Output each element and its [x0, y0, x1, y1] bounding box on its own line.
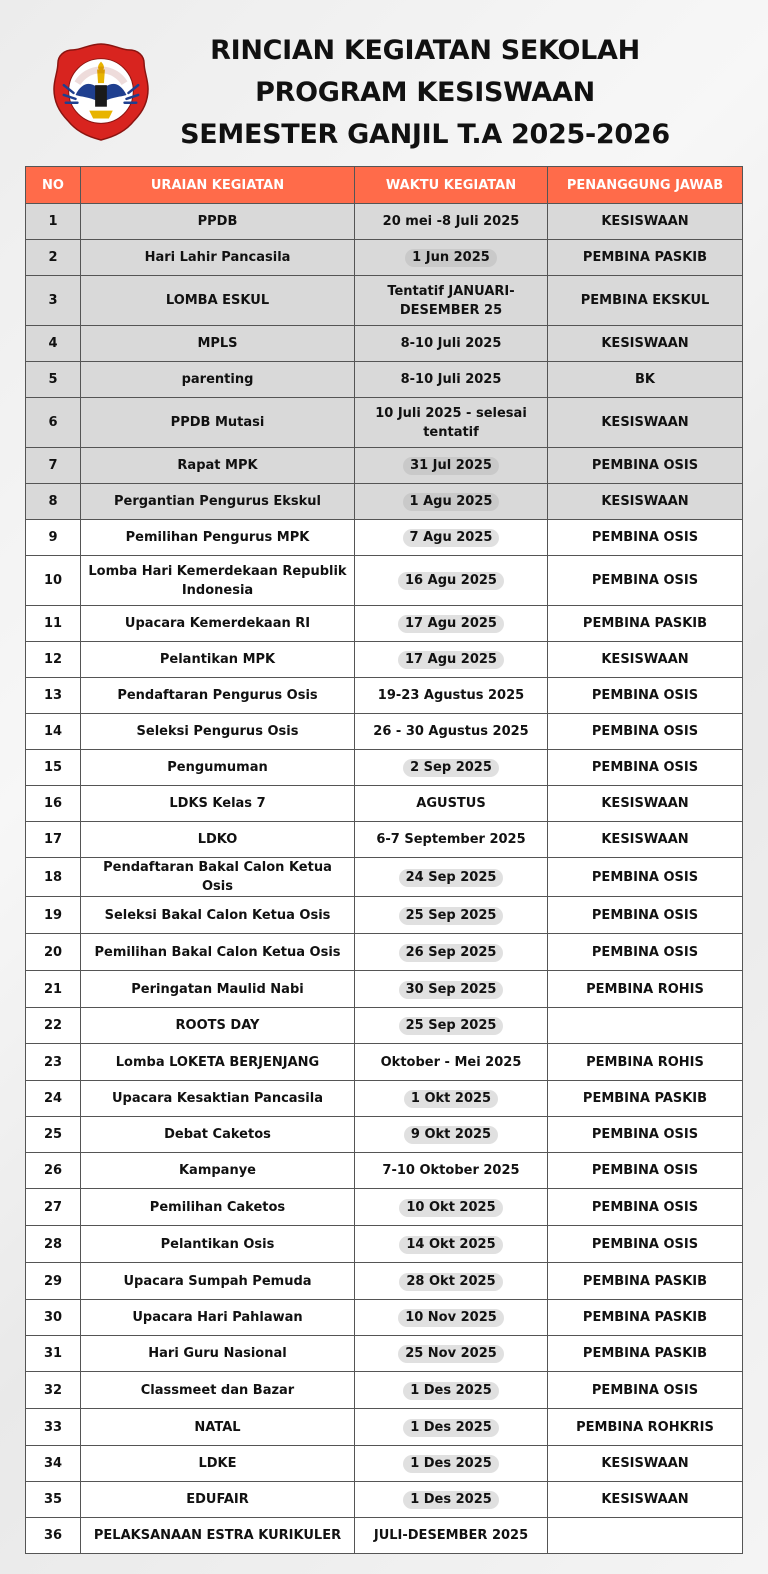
row-uraian-kegiatan: ROOTS DAY	[81, 1008, 355, 1044]
row-waktu-kegiatan: 8-10 Juli 2025	[355, 362, 548, 398]
row-no: 20	[26, 934, 81, 971]
row-uraian-kegiatan: Pelantikan MPK	[81, 642, 355, 678]
row-uraian-kegiatan: PPDB	[81, 204, 355, 240]
table-row	[26, 1189, 743, 1226]
row-waktu-kegiatan	[355, 1226, 548, 1263]
date-chip: 24 Sep 2025	[399, 869, 504, 887]
row-uraian-kegiatan: Pergantian Pengurus Ekskul	[81, 484, 355, 520]
table-row	[26, 606, 743, 642]
row-waktu-kegiatan: Tentatif JANUARI-DESEMBER 25	[355, 276, 548, 326]
table-row	[26, 1153, 743, 1189]
header-uraian-kegiatan: URAIAN KEGIATAN	[81, 167, 355, 204]
table-row	[26, 448, 743, 484]
date-chip: 1 Okt 2025	[404, 1090, 498, 1108]
table-row	[26, 276, 743, 326]
row-waktu-kegiatan	[355, 1409, 548, 1446]
row-waktu-kegiatan	[355, 934, 548, 971]
table-row	[26, 484, 743, 520]
header-waktu-kegiatan: WAKTU KEGIATAN	[355, 167, 548, 204]
table-row	[26, 1226, 743, 1263]
row-no: 3	[26, 276, 81, 326]
row-waktu-kegiatan	[355, 1372, 548, 1409]
table-row	[26, 897, 743, 934]
row-penanggung-jawab: KESISWAAN	[548, 822, 743, 858]
row-waktu-kegiatan	[355, 1117, 548, 1153]
row-no: 13	[26, 678, 81, 714]
row-penanggung-jawab: PEMBINA OSIS	[548, 858, 743, 897]
row-waktu-kegiatan	[355, 1482, 548, 1518]
row-uraian-kegiatan: Pelantikan Osis	[81, 1226, 355, 1263]
table-row	[26, 556, 743, 606]
row-waktu-kegiatan	[355, 484, 548, 520]
row-penanggung-jawab: KESISWAAN	[548, 204, 743, 240]
row-waktu-kegiatan	[355, 1081, 548, 1117]
table-row	[26, 240, 743, 276]
row-waktu-kegiatan	[355, 240, 548, 276]
row-waktu-kegiatan	[355, 858, 548, 897]
row-uraian-kegiatan: Upacara Sumpah Pemuda	[81, 1263, 355, 1300]
date-chip: 7 Agu 2025	[403, 529, 500, 547]
row-no: 23	[26, 1044, 81, 1081]
row-no: 30	[26, 1300, 81, 1336]
row-no: 26	[26, 1153, 81, 1189]
row-uraian-kegiatan: Pemilihan Bakal Calon Ketua Osis	[81, 934, 355, 971]
date-chip: 10 Nov 2025	[398, 1309, 504, 1327]
row-waktu-kegiatan	[355, 750, 548, 786]
row-penanggung-jawab: KESISWAAN	[548, 484, 743, 520]
row-no: 25	[26, 1117, 81, 1153]
row-no: 4	[26, 326, 81, 362]
row-uraian-kegiatan: Pemilihan Caketos	[81, 1189, 355, 1226]
row-penanggung-jawab: PEMBINA OSIS	[548, 678, 743, 714]
row-no: 6	[26, 398, 81, 448]
row-waktu-kegiatan	[355, 448, 548, 484]
table-row	[26, 1300, 743, 1336]
row-uraian-kegiatan: PPDB Mutasi	[81, 398, 355, 448]
row-uraian-kegiatan: Pemilihan Pengurus MPK	[81, 520, 355, 556]
row-penanggung-jawab: PEMBINA OSIS	[548, 556, 743, 606]
row-waktu-kegiatan: AGUSTUS	[355, 786, 548, 822]
row-waktu-kegiatan	[355, 1008, 548, 1044]
table-row	[26, 642, 743, 678]
row-penanggung-jawab: PEMBINA OSIS	[548, 897, 743, 934]
row-penanggung-jawab: PEMBINA OSIS	[548, 448, 743, 484]
row-uraian-kegiatan: LOMBA ESKUL	[81, 276, 355, 326]
tut-wuri-handayani-emblem-icon	[52, 40, 150, 144]
row-no: 35	[26, 1482, 81, 1518]
table-row	[26, 398, 743, 448]
row-penanggung-jawab: PEMBINA OSIS	[548, 520, 743, 556]
row-penanggung-jawab: PEMBINA OSIS	[548, 1153, 743, 1189]
row-penanggung-jawab: PEMBINA OSIS	[548, 1189, 743, 1226]
row-waktu-kegiatan	[355, 606, 548, 642]
row-waktu-kegiatan: Oktober - Mei 2025	[355, 1044, 548, 1081]
row-waktu-kegiatan	[355, 971, 548, 1008]
title-line-3: SEMESTER GANJIL T.A 2025-2026	[180, 119, 670, 150]
schedule-table	[25, 166, 743, 1554]
row-uraian-kegiatan: Upacara Kemerdekaan RI	[81, 606, 355, 642]
row-penanggung-jawab: KESISWAAN	[548, 1446, 743, 1482]
row-uraian-kegiatan: Lomba Hari Kemerdekaan Republik Indonesia	[81, 556, 355, 606]
row-penanggung-jawab: PEMBINA PASKIB	[548, 240, 743, 276]
row-no: 36	[26, 1518, 81, 1554]
table-row	[26, 678, 743, 714]
row-penanggung-jawab: PEMBINA OSIS	[548, 1117, 743, 1153]
row-uraian-kegiatan: parenting	[81, 362, 355, 398]
row-no: 11	[26, 606, 81, 642]
row-no: 29	[26, 1263, 81, 1300]
row-penanggung-jawab: PEMBINA PASKIB	[548, 1300, 743, 1336]
row-penanggung-jawab: PEMBINA OSIS	[548, 1226, 743, 1263]
row-waktu-kegiatan	[355, 1189, 548, 1226]
row-uraian-kegiatan: Upacara Kesaktian Pancasila	[81, 1081, 355, 1117]
row-uraian-kegiatan: Kampanye	[81, 1153, 355, 1189]
row-uraian-kegiatan: Seleksi Bakal Calon Ketua Osis	[81, 897, 355, 934]
table-row	[26, 1117, 743, 1153]
row-no: 24	[26, 1081, 81, 1117]
row-no: 19	[26, 897, 81, 934]
row-uraian-kegiatan: MPLS	[81, 326, 355, 362]
row-uraian-kegiatan: PELAKSANAAN ESTRA KURIKULER	[81, 1518, 355, 1554]
row-penanggung-jawab	[548, 1008, 743, 1044]
row-waktu-kegiatan: 26 - 30 Agustus 2025	[355, 714, 548, 750]
row-uraian-kegiatan: Pendaftaran Bakal Calon Ketua Osis	[81, 858, 355, 897]
table-row	[26, 1372, 743, 1409]
row-waktu-kegiatan	[355, 1446, 548, 1482]
row-uraian-kegiatan: Classmeet dan Bazar	[81, 1372, 355, 1409]
date-chip: 1 Des 2025	[403, 1455, 499, 1473]
row-no: 17	[26, 822, 81, 858]
row-waktu-kegiatan	[355, 1300, 548, 1336]
row-no: 2	[26, 240, 81, 276]
row-uraian-kegiatan: LDKE	[81, 1446, 355, 1482]
date-chip: 1 Des 2025	[403, 1382, 499, 1400]
row-penanggung-jawab: PEMBINA PASKIB	[548, 1081, 743, 1117]
row-waktu-kegiatan: 7-10 Oktober 2025	[355, 1153, 548, 1189]
table-body	[26, 204, 743, 1554]
date-chip: 1 Agu 2025	[403, 493, 500, 511]
row-penanggung-jawab: PEMBINA OSIS	[548, 934, 743, 971]
row-no: 32	[26, 1372, 81, 1409]
table-row	[26, 1446, 743, 1482]
row-uraian-kegiatan: LDKS Kelas 7	[81, 786, 355, 822]
row-uraian-kegiatan: Debat Caketos	[81, 1117, 355, 1153]
table-row	[26, 971, 743, 1008]
row-penanggung-jawab	[548, 1518, 743, 1554]
row-uraian-kegiatan: Rapat MPK	[81, 448, 355, 484]
row-uraian-kegiatan: Hari Guru Nasional	[81, 1336, 355, 1372]
table-header-row	[26, 167, 743, 204]
row-waktu-kegiatan: 8-10 Juli 2025	[355, 326, 548, 362]
row-penanggung-jawab: KESISWAAN	[548, 642, 743, 678]
date-chip: 10 Okt 2025	[399, 1199, 502, 1217]
row-waktu-kegiatan	[355, 1336, 548, 1372]
title-line-2: PROGRAM KESISWAAN	[255, 77, 595, 108]
row-penanggung-jawab: PEMBINA OSIS	[548, 714, 743, 750]
row-waktu-kegiatan: JULI-DESEMBER 2025	[355, 1518, 548, 1554]
row-no: 10	[26, 556, 81, 606]
row-no: 15	[26, 750, 81, 786]
date-chip: 25 Nov 2025	[398, 1345, 504, 1363]
row-waktu-kegiatan: 6-7 September 2025	[355, 822, 548, 858]
table-row	[26, 1008, 743, 1044]
row-no: 18	[26, 858, 81, 897]
date-chip: 9 Okt 2025	[404, 1126, 498, 1144]
date-chip: 1 Jun 2025	[405, 249, 497, 267]
row-no: 16	[26, 786, 81, 822]
table-row	[26, 934, 743, 971]
row-waktu-kegiatan	[355, 1263, 548, 1300]
row-penanggung-jawab: KESISWAAN	[548, 786, 743, 822]
row-no: 34	[26, 1446, 81, 1482]
row-penanggung-jawab: PEMBINA PASKIB	[548, 1263, 743, 1300]
row-no: 27	[26, 1189, 81, 1226]
table-row	[26, 1081, 743, 1117]
row-penanggung-jawab: PEMBINA ROHIS	[548, 971, 743, 1008]
date-chip: 17 Agu 2025	[398, 651, 504, 669]
date-chip: 28 Okt 2025	[399, 1273, 502, 1291]
date-chip: 14 Okt 2025	[399, 1236, 502, 1254]
row-uraian-kegiatan: Lomba LOKETA BERJENJANG	[81, 1044, 355, 1081]
row-waktu-kegiatan	[355, 556, 548, 606]
row-penanggung-jawab: KESISWAAN	[548, 1482, 743, 1518]
table-row	[26, 1518, 743, 1554]
row-no: 33	[26, 1409, 81, 1446]
row-penanggung-jawab: BK	[548, 362, 743, 398]
row-uraian-kegiatan: Pendaftaran Pengurus Osis	[81, 678, 355, 714]
row-penanggung-jawab: PEMBINA OSIS	[548, 1372, 743, 1409]
row-penanggung-jawab: KESISWAAN	[548, 326, 743, 362]
row-waktu-kegiatan	[355, 520, 548, 556]
table-row	[26, 362, 743, 398]
date-chip: 31 Jul 2025	[403, 457, 499, 475]
table-row	[26, 786, 743, 822]
row-uraian-kegiatan: Upacara Hari Pahlawan	[81, 1300, 355, 1336]
table-row	[26, 326, 743, 362]
row-no: 31	[26, 1336, 81, 1372]
row-waktu-kegiatan: 19-23 Agustus 2025	[355, 678, 548, 714]
date-chip: 25 Sep 2025	[399, 907, 504, 925]
row-no: 7	[26, 448, 81, 484]
title-line-1: RINCIAN KEGIATAN SEKOLAH	[210, 35, 640, 66]
row-uraian-kegiatan: Pengumuman	[81, 750, 355, 786]
header-no: NO	[26, 167, 81, 204]
page-title	[160, 30, 690, 156]
row-no: 1	[26, 204, 81, 240]
table-row	[26, 204, 743, 240]
row-penanggung-jawab: PEMBINA PASKIB	[548, 606, 743, 642]
row-waktu-kegiatan	[355, 642, 548, 678]
table-row	[26, 520, 743, 556]
table-row	[26, 714, 743, 750]
date-chip: 30 Sep 2025	[399, 981, 504, 999]
date-chip: 25 Sep 2025	[399, 1017, 504, 1035]
row-waktu-kegiatan: 20 mei -8 Juli 2025	[355, 204, 548, 240]
row-no: 12	[26, 642, 81, 678]
row-penanggung-jawab: PEMBINA EKSKUL	[548, 276, 743, 326]
row-no: 22	[26, 1008, 81, 1044]
table-row	[26, 1044, 743, 1081]
header-penanggung-jawab: PENANGGUNG JAWAB	[548, 167, 743, 204]
row-waktu-kegiatan: 10 Juli 2025 - selesai tentatif	[355, 398, 548, 448]
row-no: 9	[26, 520, 81, 556]
row-uraian-kegiatan: Seleksi Pengurus Osis	[81, 714, 355, 750]
date-chip: 1 Des 2025	[403, 1419, 499, 1437]
table-row	[26, 858, 743, 897]
table-row	[26, 1409, 743, 1446]
table-row	[26, 1336, 743, 1372]
date-chip: 2 Sep 2025	[403, 759, 499, 777]
table-row	[26, 1482, 743, 1518]
row-penanggung-jawab: PEMBINA ROHIS	[548, 1044, 743, 1081]
table-row	[26, 1263, 743, 1300]
row-penanggung-jawab: PEMBINA PASKIB	[548, 1336, 743, 1372]
row-waktu-kegiatan	[355, 897, 548, 934]
row-no: 21	[26, 971, 81, 1008]
table-row	[26, 822, 743, 858]
row-penanggung-jawab: PEMBINA ROHKRIS	[548, 1409, 743, 1446]
date-chip: 26 Sep 2025	[399, 944, 504, 962]
row-uraian-kegiatan: LDKO	[81, 822, 355, 858]
date-chip: 17 Agu 2025	[398, 615, 504, 633]
row-no: 8	[26, 484, 81, 520]
row-uraian-kegiatan: EDUFAIR	[81, 1482, 355, 1518]
row-uraian-kegiatan: NATAL	[81, 1409, 355, 1446]
table-row	[26, 750, 743, 786]
row-penanggung-jawab: KESISWAAN	[548, 398, 743, 448]
date-chip: 16 Agu 2025	[398, 572, 504, 590]
row-uraian-kegiatan: Hari Lahir Pancasila	[81, 240, 355, 276]
row-no: 5	[26, 362, 81, 398]
row-no: 14	[26, 714, 81, 750]
row-penanggung-jawab: PEMBINA OSIS	[548, 750, 743, 786]
row-uraian-kegiatan: Peringatan Maulid Nabi	[81, 971, 355, 1008]
date-chip: 1 Des 2025	[403, 1491, 499, 1509]
page-header	[0, 0, 768, 166]
row-no: 28	[26, 1226, 81, 1263]
